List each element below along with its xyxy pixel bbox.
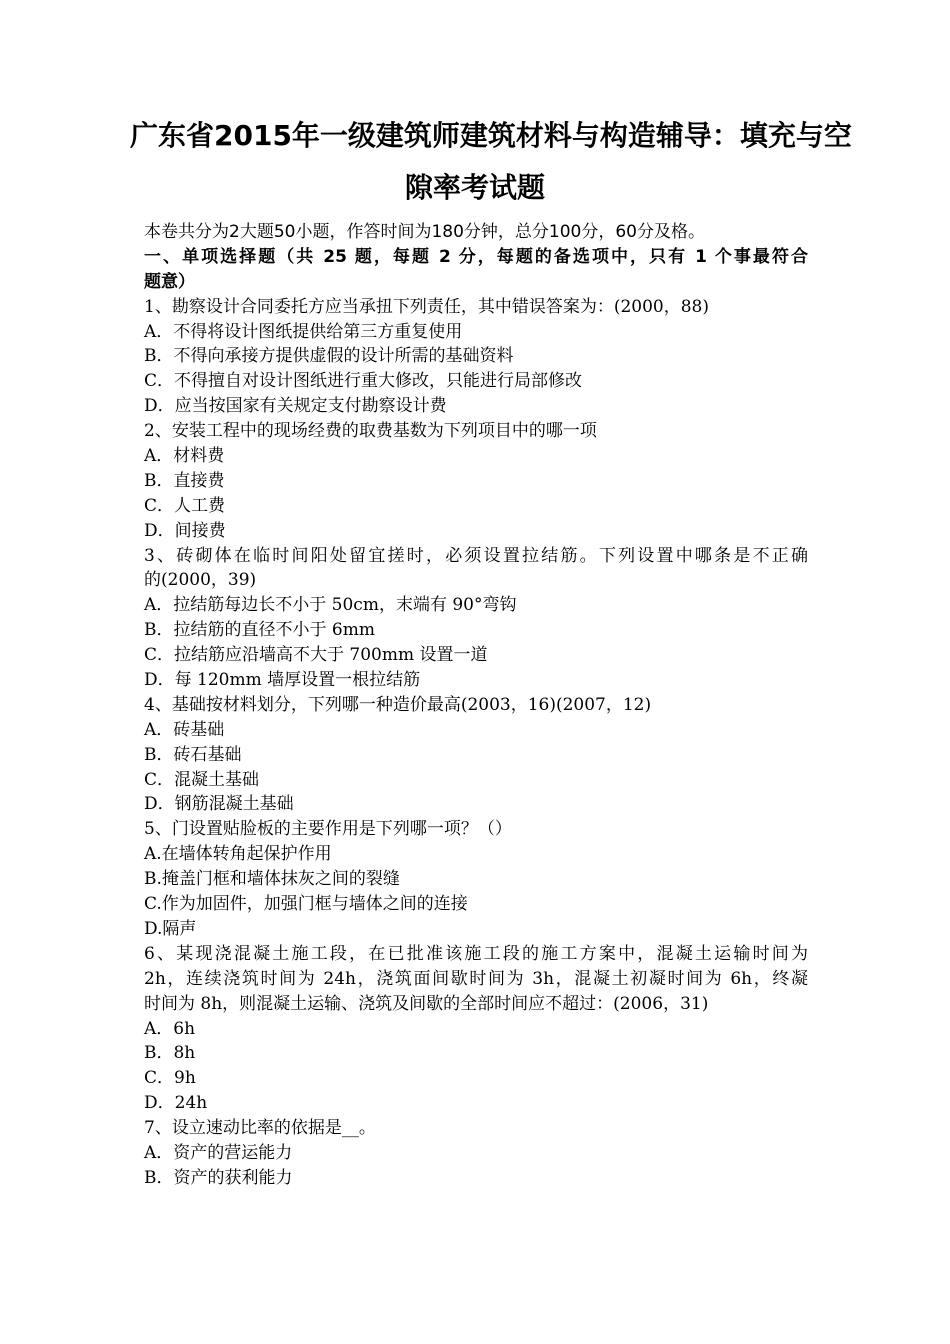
question-5: 5、门设置贴脸板的主要作用是下列哪一项？（） — [144, 819, 512, 840]
question-1: 1、勘察设计合同委托方应当承扭下列责任，其中错误答案为：(2000，88) — [144, 296, 709, 317]
option-line: A．拉结筋每边长不小于 50cm，末端有 90°弯钩 — [144, 595, 517, 616]
option-line: C.作为加固件，加强门框与墙体之间的连接 — [144, 894, 468, 915]
option-line: C．不得擅自对设计图纸进行重大修改，只能进行局部修改 — [144, 371, 583, 392]
option-line: A．6h — [144, 1018, 196, 1039]
option-line: D．每 120mm 墙厚设置一根拉结筋 — [144, 670, 421, 691]
option-line: C．人工费 — [144, 495, 226, 516]
question-6-continued: 2h，连续浇筑时间为 24h，浇筑面间歇时间为 3h，混凝土初凝时间为 6h，终凝 — [144, 968, 808, 989]
question-7: 7、设立速动比率的依据是__。 — [144, 1118, 376, 1139]
option-line: D．24h — [144, 1093, 208, 1114]
section-heading-line-2: 题意） — [144, 271, 195, 292]
question-4: 4、基础按材料划分，下列哪一种造价最高(2003，16)(2007，12) — [144, 694, 652, 715]
document-title-line-2: 隙率考试题 — [404, 171, 545, 204]
option-line: A.在墙体转角起保护作用 — [144, 844, 332, 865]
option-line: D．间接费 — [144, 520, 226, 541]
option-line: B．直接费 — [144, 470, 225, 491]
option-line: C．混凝土基础 — [144, 769, 260, 790]
option-line: C．拉结筋应沿墙高不大于 700mm 设置一道 — [144, 645, 488, 666]
option-line: B.掩盖门框和墙体抹灰之间的裂缝 — [144, 869, 400, 890]
question-2: 2、安装工程中的现场经费的取费基数为下列项目中的哪一项 — [144, 421, 597, 442]
document-title-line-1: 广东省2015年一级建筑师建筑材料与构造辅导：填充与空 — [130, 119, 852, 152]
option-line: B．不得向承接方提供虚假的设计所需的基础资料 — [144, 346, 514, 367]
option-line: A．资产的营运能力 — [144, 1142, 293, 1163]
document-body — [144, 220, 808, 1191]
option-line: D．钢筋混凝土基础 — [144, 794, 294, 815]
question-3-continued: 的(2000，39) — [144, 570, 257, 591]
option-line: B．资产的获利能力 — [144, 1167, 293, 1188]
option-line: B．8h — [144, 1043, 196, 1064]
question-3: 3、砖砌体在临时间阳处留宜搓时，必须设置拉结筋。下列设置中哪条是不正确 — [144, 545, 808, 566]
option-line: B．拉结筋的直径不小于 6mm — [144, 620, 375, 641]
option-line: D.隔声 — [144, 918, 197, 939]
option-line: A．不得将设计图纸提供给第三方重复使用 — [144, 321, 463, 342]
option-line: D．应当按国家有关规定支付勘察设计费 — [144, 396, 447, 417]
option-line: B．砖石基础 — [144, 744, 242, 765]
option-line: C．9h — [144, 1068, 196, 1089]
section-heading-line-1: 一、单项选择题（共 25 题，每题 2 分，每题的备选项中，只有 1 个事最符合 — [144, 246, 808, 267]
question-6-continued: 时间为 8h，则混凝土运输、浇筑及间歇的全部时间应不超过：(2006，31) — [144, 993, 709, 1014]
option-line: A．材料费 — [144, 446, 225, 467]
option-line: A．砖基础 — [144, 719, 225, 740]
question-6: 6、某现浇混凝土施工段，在已批准该施工段的施工方案中，混凝土运输时间为 — [144, 943, 808, 964]
exam-intro: 本卷共分为2大题50小题，作答时间为180分钟，总分100分，60分及格。 — [144, 222, 705, 242]
